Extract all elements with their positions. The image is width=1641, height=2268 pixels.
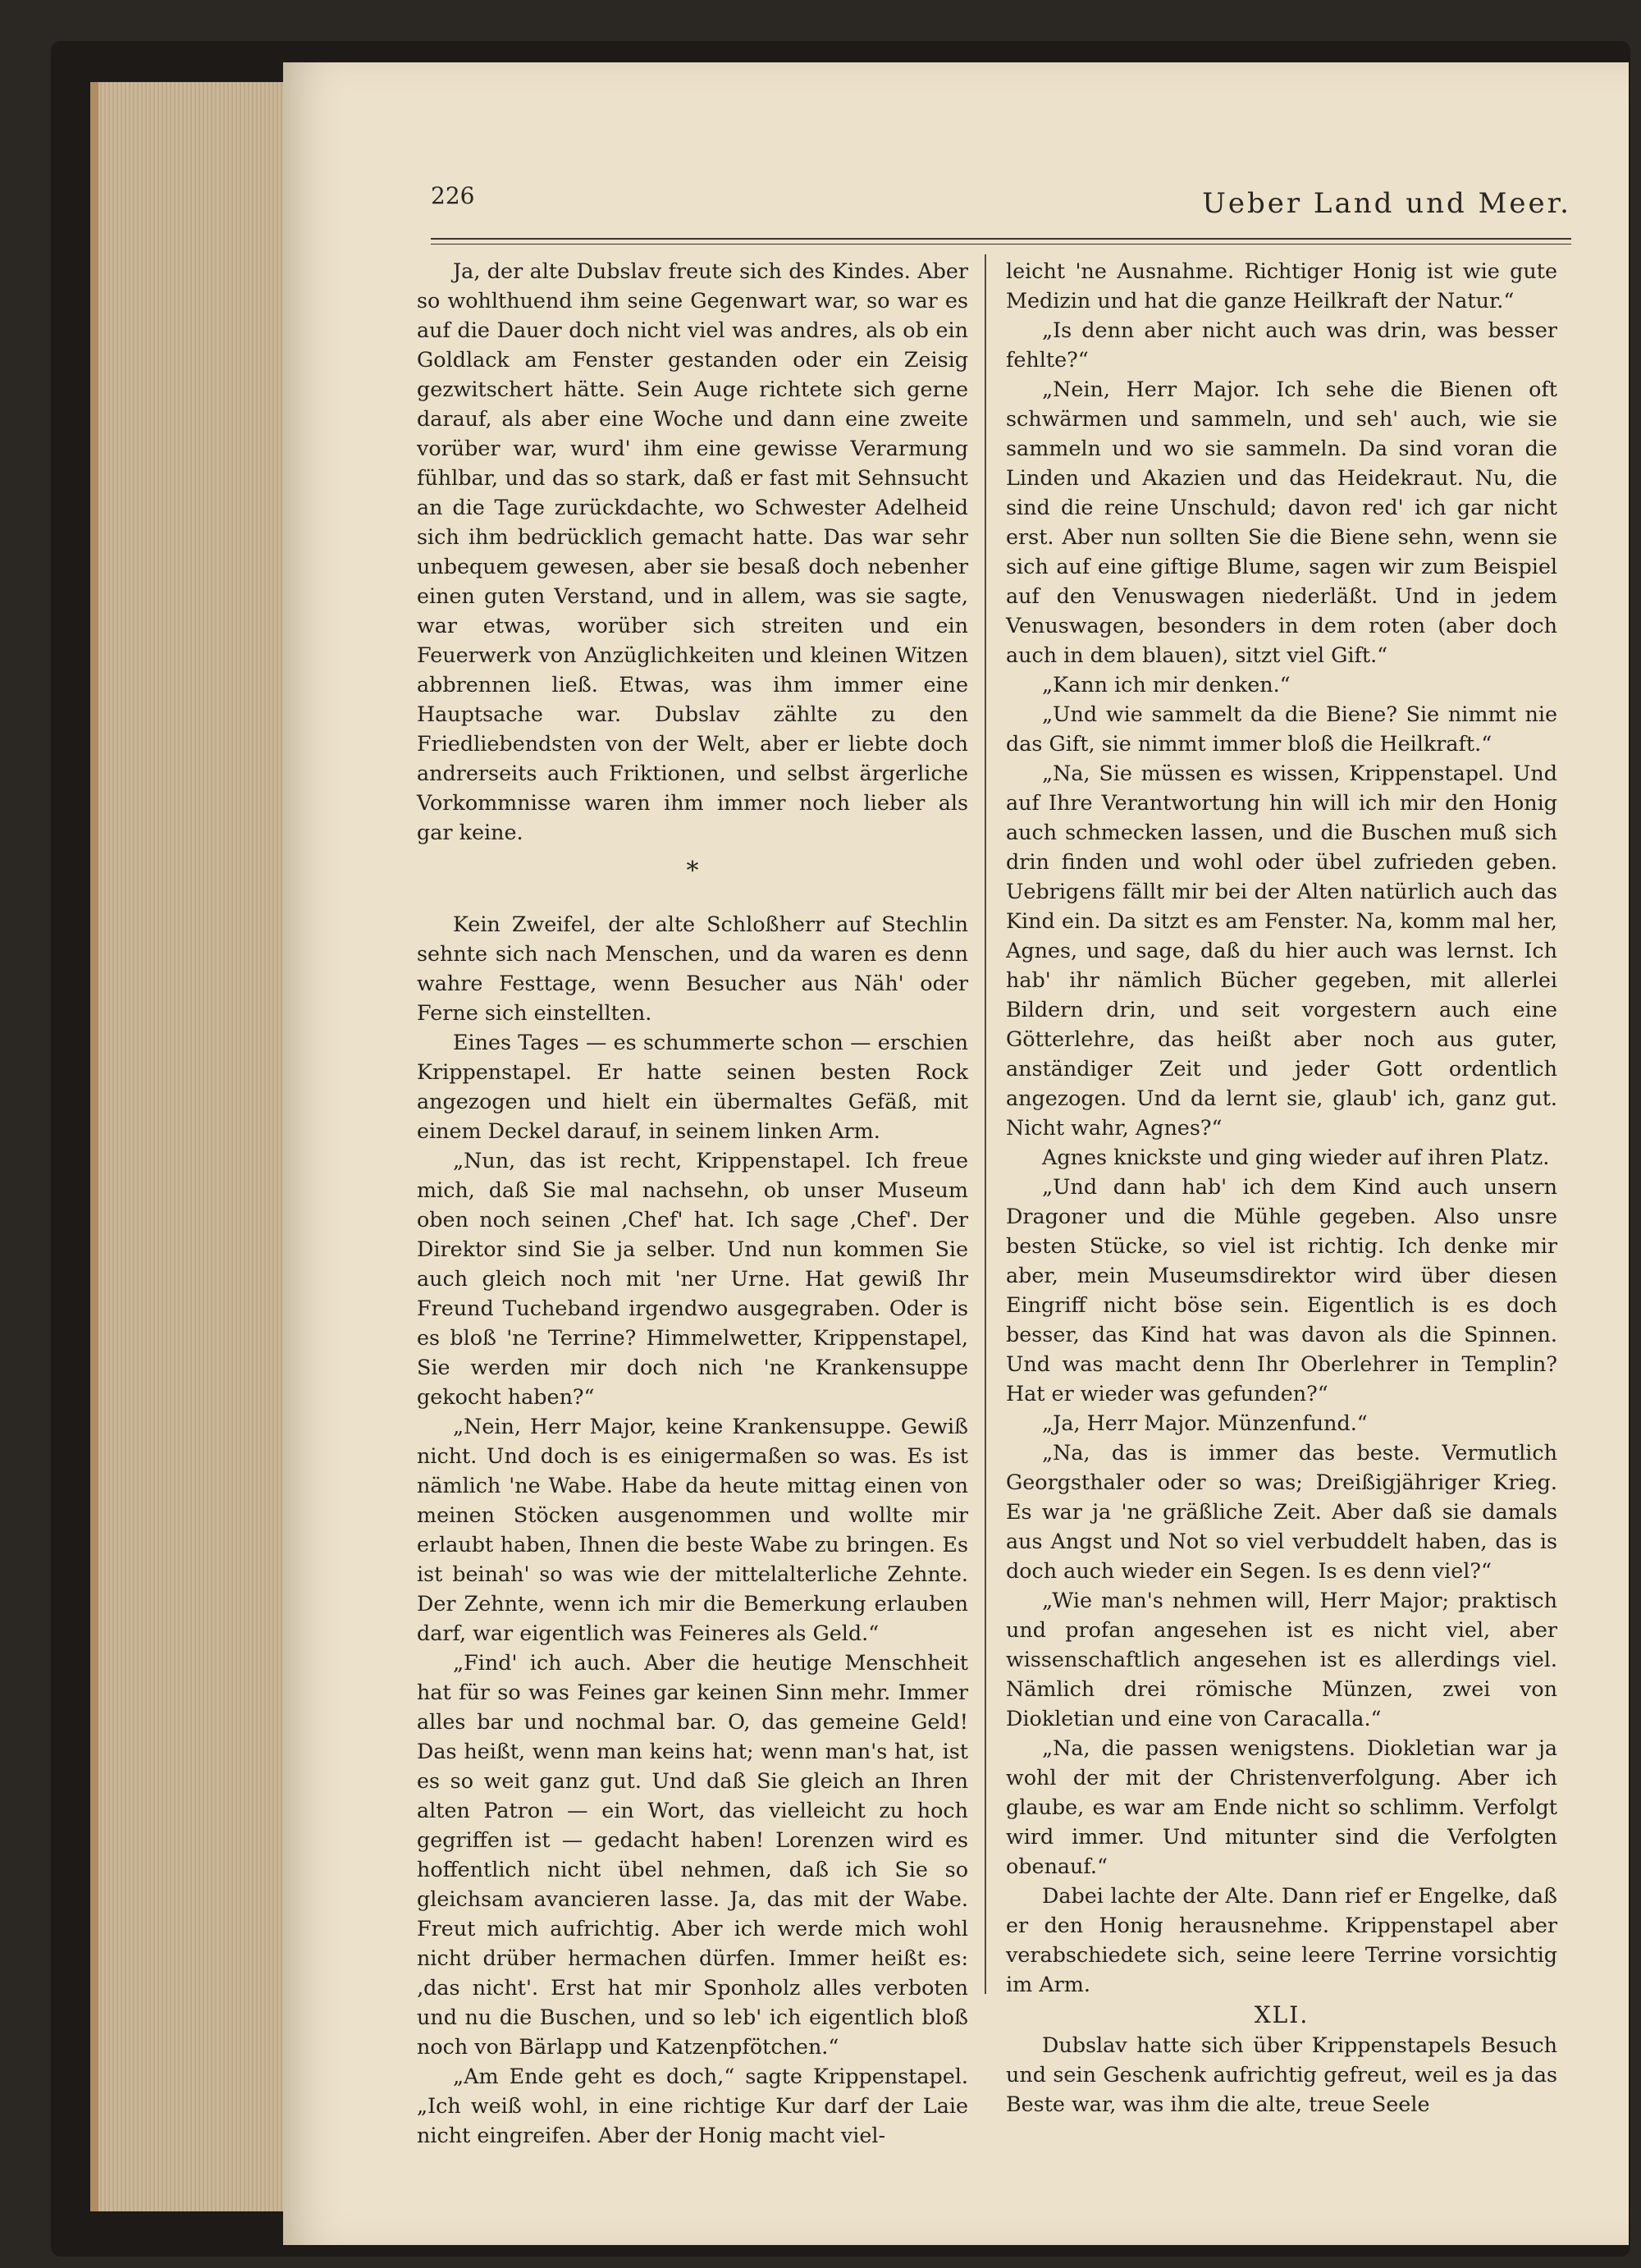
paragraph: Agnes knickste und ging wieder auf ihren Platz. <box>1042 1145 1550 1169</box>
paragraph: Dabei lachte der Alte. Dann rief er Engelke, daß er den Honig herausnehme. Krippenstapel aber verabschiedete sich, seine leere Terrine vorsichtig im Arm. <box>1006 1883 1557 1996</box>
header-rule-thin <box>431 244 1571 245</box>
paragraph: „Ja, Herr Major. Münzenfund.“ <box>1042 1411 1368 1435</box>
paragraph: „Und dann hab' ich dem Kind auch unsern Dragoner und die Mühle gegeben. Also unsre besten Stücke, so viel ist richtig. Ich denke mir aber, mein Museumsdirektor wird über diesen Eingriff nicht böse sein. Eigentlich is es doch besser, das Kind hat was davon als die Spinnen. Und was macht denn Ihr Oberlehrer in Templin? Hat er wieder was gefunden?“ <box>1006 1174 1557 1406</box>
paragraph: „Na, das is immer das beste. Vermutlich Georgsthaler oder so was; Dreißigjähriger Krieg. Es war ja 'ne gräßliche Zeit. Aber daß sie damals aus Angst und Not so viel verbuddelt haben, das is doch auch wieder ein Segen. Is es denn viel?“ <box>1006 1440 1557 1583</box>
page-header <box>431 182 1571 223</box>
paragraph: „Und wie sammelt da die Biene? Sie nimmt nie das Gift, sie nimmt immer bloß die Heilkraft.“ <box>1006 702 1557 756</box>
paragraph-continued: leicht 'ne Ausnahme. Richtiger Honig ist wie gute Medizin und hat die ganze Heilkraft der Natur.“ <box>1006 258 1557 313</box>
left-column <box>417 256 968 2150</box>
header-rule <box>431 238 1571 240</box>
paragraph: „Find' ich auch. Aber die heutige Menschheit hat für so was Feines gar keinen Sinn mehr. Immer alles bar und nochmal bar. O, das gemeine Geld! Das heißt, wenn man keins hat; wenn man's hat, ist es so weit ganz gut. Und daß Sie gleich an Ihren alten Patron — ein Wort, das vielleicht zu hoch gegriffen ist — gedacht haben! Lorenzen wird es hoffentlich nicht übel nehmen, daß ich Sie so gleichsam avancieren lasse. Ja, das mit der Wabe. Freut mich aufrichtig. Aber ich werde mich wohl nicht drüber hermachen dürfen. Immer heißt es: ‚das nicht'. Erst hat mir Sponholz alles verboten und nu die Buschen, und so leb' ich eigentlich bloß noch von Bärlapp und Katzenpfötchen.“ <box>417 1650 968 2059</box>
paragraph: „Is denn aber nicht auch was drin, was besser fehlte?“ <box>1006 318 1557 372</box>
running-title: Ueber Land und Meer. <box>1202 187 1571 220</box>
paragraph: Kein Zweifel, der alte Schloßherr auf Stechlin sehnte sich nach Menschen, und da waren es denn wahre Festtage, wenn Besucher aus Näh' oder Ferne sich einstellten. <box>417 912 968 1025</box>
paragraph: „Kann ich mir denken.“ <box>1042 672 1291 697</box>
paragraph: Dubslav hatte sich über Krippenstapels Besuch und sein Geschenk aufrichtig gefreut, weil es ja das Beste war, was ihm die alte, treue Seele <box>1006 2033 1557 2116</box>
paragraph: Ja, der alte Dubslav freute sich des Kindes. Aber so wohlthuend ihm seine Gegenwart war, so war es auf die Dauer doch nicht viel was andres, als ob ein Goldlack am Fenster gestanden oder ein Zeisig gezwitschert hätte. Sein Auge richtete sich gerne darauf, als aber eine Woche und dann eine zweite vorüber war, wurd' ihm eine gewisse Verarmung fühlbar, und das so stark, daß er fast mit Sehnsucht an die Tage zurückdachte, wo Schwester Adelheid sich ihm bedrücklich gemacht hatte. Das war sehr unbequem gewesen, aber sie besaß doch nebenher einen guten Verstand, und in allem, was sie sagte, war etwas, worüber sich streiten und ein Feuerwerk von Anzüglichkeiten und kleinen Witzen abbrennen ließ. Etwas, was ihm immer eine Hauptsache war. Dubslav zählte zu den Friedliebendsten von der Welt, aber er liebte doch andrerseits auch Friktionen, und selbst ärgerliche Vorkommnisse waren ihm immer noch lieber als gar keine. <box>417 258 968 844</box>
paragraph: „Nein, Herr Major. Ich sehe die Bienen oft schwärmen und sammeln, und seh' auch, wie sie sammeln und wo sie sammeln. Da sind voran die Linden und Akazien und das Heidekraut. Nu, die sind die reine Unschuld; davon red' ich gar nicht erst. Aber nun sollten Sie die Biene sehn, wenn sie sich auf eine giftige Blume, sagen wir zum Beispiel auf den Venuswagen niederläßt. Und in jedem Venuswagen, besonders in dem roten (aber doch auch in dem blauen), sitzt viel Gift.“ <box>1006 377 1557 667</box>
paragraph: „Am Ende geht es doch,“ sagte Krippenstapel. „Ich weiß wohl, in eine richtige Kur darf der Laie nicht eingreifen. Aber der Honig macht viel- <box>417 2064 968 2147</box>
paragraph: Eines Tages — es schummerte schon — erschien Krippenstapel. Er hatte seinen besten Rock angezogen und hielt ein übermaltes Gefäß, mit einem Deckel darauf, in seinem linken Arm. <box>417 1030 968 1143</box>
page-edges <box>90 82 291 2211</box>
section-separator: * <box>686 857 699 885</box>
paragraph: „Na, die passen wenigstens. Diokletian war ja wohl der mit der Christenverfolgung. Aber ich glaube, es war am Ende nicht so schlimm. Verfolgt wird immer. Und mitunter sind die Verfolgten obenauf.“ <box>1006 1735 1557 1878</box>
paragraph: „Nein, Herr Major, keine Krankensuppe. Gewiß nicht. Und doch is es einigermaßen so was. Es ist nämlich 'ne Wabe. Habe da heute mittag einen von meinen Stöcken ausgenommen und wollte mir erlaubt haben, Ihnen die beste Wabe zu bringen. Es ist beinah' so was wie der mittelalterliche Zehnte. Der Zehnte, wenn ich mir die Bemerkung erlauben darf, war eigentlich was Feineres als Geld.“ <box>417 1414 968 1645</box>
page-number: 226 <box>431 182 475 209</box>
paragraph: „Nun, das ist recht, Krippenstapel. Ich freue mich, daß Sie mal nachsehn, ob unser Museum oben noch seinen ‚Chef' hat. Ich sage ‚Chef'. Der Direktor sind Sie ja selber. Und nun kommen Sie auch gleich noch mit 'ner Urne. Hat gewiß Ihr Freund Tucheband irgendwo ausgegraben. Oder is es bloß 'ne Terrine? Himmelwetter, Krippenstapel, Sie werden mir doch nich 'ne Krankensuppe gekocht haben?“ <box>417 1148 968 1409</box>
right-column <box>1006 256 1557 2119</box>
paragraph: „Na, Sie müssen es wissen, Krippenstapel. Und auf Ihre Verantwortung hin will ich mir den Honig auch schmecken lassen, und die Buschen muß sich drin finden und wohl oder übel zufrieden geben. Uebrigens fällt mir bei der Alten natürlich auch das Kind ein. Da sitzt es am Fenster. Na, komm mal her, Agnes, und sage, daß du hier auch was lernst. Ich hab' ihr nämlich Bücher gegeben, mit allerlei Bildern drin, und seit vorgestern auch eine Götterlehre, das heißt aber noch aus guter, anständiger Zeit und jeder Gott ordentlich angezogen. Und da lernt sie, glaub' ich, ganz gut. Nicht wahr, Agnes?“ <box>1006 761 1557 1140</box>
column-divider <box>985 254 986 1994</box>
chapter-heading: XLI. <box>1254 2001 1310 2028</box>
paragraph: „Wie man's nehmen will, Herr Major; praktisch und profan angesehen ist es nicht viel, aber wissenschaftlich angesehen ist es allerdings viel. Nämlich drei römische Münzen, zwei von Diokletian und eine von Caracalla.“ <box>1006 1588 1557 1731</box>
